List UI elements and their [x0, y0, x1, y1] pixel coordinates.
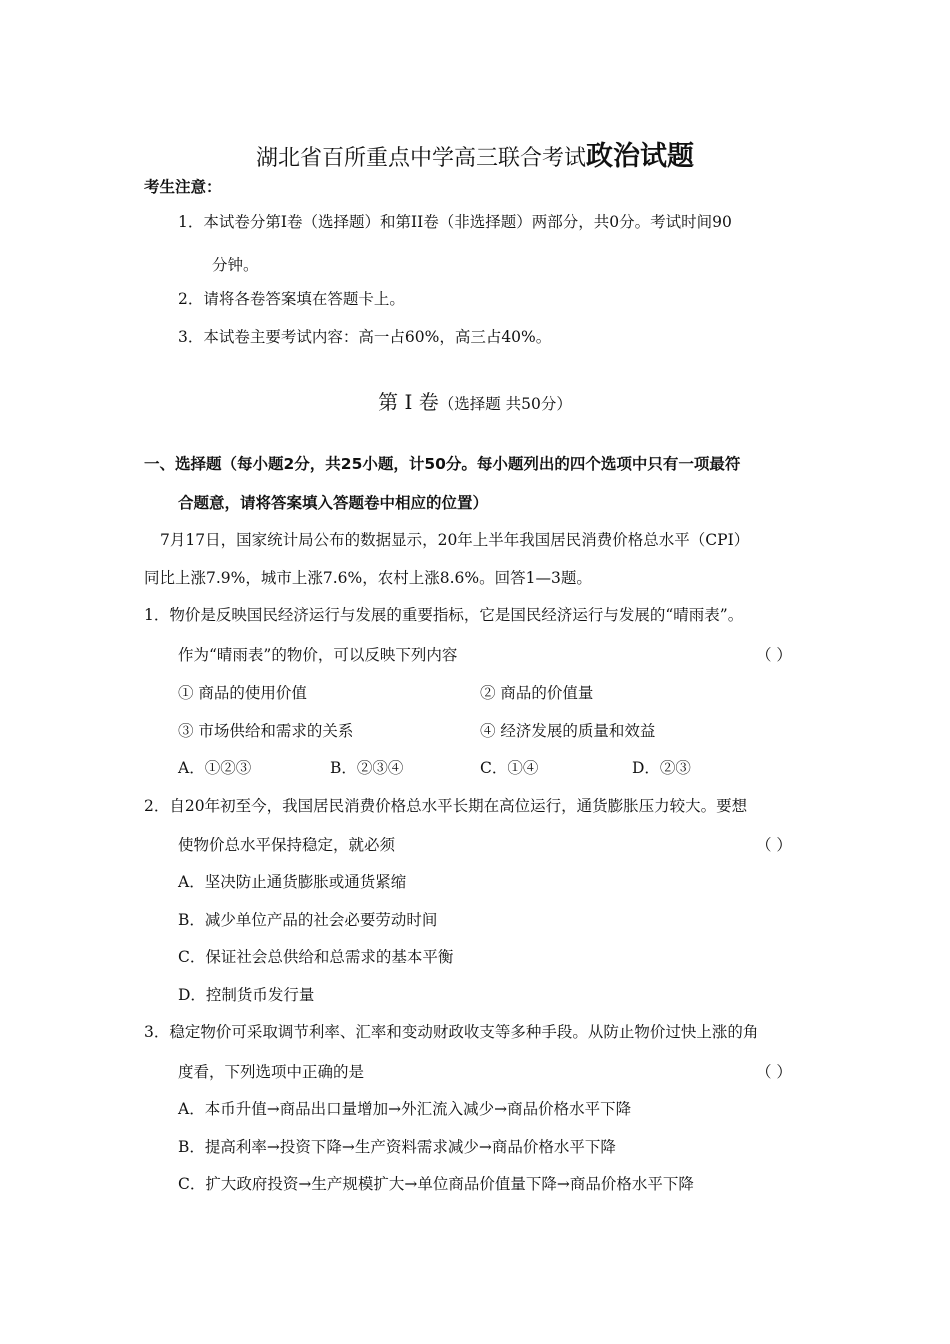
q3-answer-paren: （ ）	[756, 1063, 792, 1081]
section-subtitle: （选择题 共50分）	[438, 395, 572, 413]
q1-answer-paren: （ ）	[756, 646, 792, 664]
page-title	[0, 134, 950, 173]
q2-option-b: B．减少单位产品的社会必要劳动时间	[178, 911, 438, 929]
notice-item-1-line-2: 分钟。	[212, 256, 259, 274]
q1-option-b: B．②③④	[330, 759, 404, 777]
q1-item-1: ① 商品的使用价值	[178, 684, 307, 702]
intro-line-1: 7月17日，国家统计局公布的数据显示，20年上半年我国居民消费价格总水平（CPI）	[160, 531, 750, 549]
q1-option-a: A．①②③	[178, 759, 252, 777]
intro-line-2: 同比上涨7.9%，城市上涨7.6%，农村上涨8.6%。回答1—3题。	[144, 569, 592, 587]
part-instructions-line-1: 一、选择题（每小题2分，共25小题，计50分。每小题列出的四个选项中只有一项最符	[144, 455, 741, 473]
q2-option-d: D．控制货币发行量	[178, 986, 315, 1004]
notice-heading: 考生注意：	[144, 178, 222, 196]
q1-item-2: ② 商品的价值量	[480, 684, 594, 702]
q2-stem-line-1: 2．自20年初至今，我国居民消费价格总水平长期在高位运行，通货膨胀压力较大。要想	[144, 797, 748, 815]
title-main: 湖北省百所重点中学高三联合考试	[255, 146, 586, 171]
q2-stem-line-2: 使物价总水平保持稳定，就必须	[178, 836, 396, 854]
notice-item-3: 3．本试卷主要考试内容：高一占60%，高三占40%。	[178, 328, 552, 346]
q2-option-a: A．坚决防止通货膨胀或通货紧缩	[178, 873, 407, 891]
part-instructions-line-2: 合题意，请将答案填入答题卷中相应的位置）	[178, 494, 489, 512]
section-heading	[0, 386, 950, 415]
q3-option-b: B．提高利率→投资下降→生产资料需求减少→商品价格水平下降	[178, 1138, 616, 1156]
q1-stem-line-2: 作为“晴雨表”的物价，可以反映下列内容	[178, 646, 458, 664]
q3-stem-line-1: 3．稳定物价可采取调节利率、汇率和变动财政收支等多种手段。从防止物价过快上涨的角	[144, 1023, 759, 1041]
q2-answer-paren: （ ）	[756, 836, 792, 854]
q3-option-a: A．本币升值→商品出口量增加→外汇流入减少→商品价格水平下降	[178, 1100, 632, 1118]
q1-option-c: C．①④	[480, 759, 539, 777]
q1-item-3: ③ 市场供给和需求的关系	[178, 722, 354, 740]
q1-item-4: ④ 经济发展的质量和效益	[480, 722, 656, 740]
q1-option-d: D．②③	[632, 759, 691, 777]
q3-option-c: C．扩大政府投资→生产规模扩大→单位商品价值量下降→商品价格水平下降	[178, 1175, 694, 1193]
section-title: 第 Ⅰ 卷	[378, 390, 439, 414]
q3-stem-line-2: 度看，下列选项中正确的是	[178, 1063, 365, 1081]
q2-option-c: C．保证社会总供给和总需求的基本平衡	[178, 948, 454, 966]
q1-stem-line-1: 1．物价是反映国民经济运行与发展的重要指标，它是国民经济运行与发展的“晴雨表”。	[144, 606, 744, 624]
title-subject: 政治试题	[586, 141, 694, 172]
notice-item-2: 2．请将各卷答案填在答题卡上。	[178, 290, 405, 308]
notice-item-1-line-1: 1．本试卷分第I卷（选择题）和第II卷（非选择题）两部分，共0分。考试时间90	[178, 213, 732, 231]
